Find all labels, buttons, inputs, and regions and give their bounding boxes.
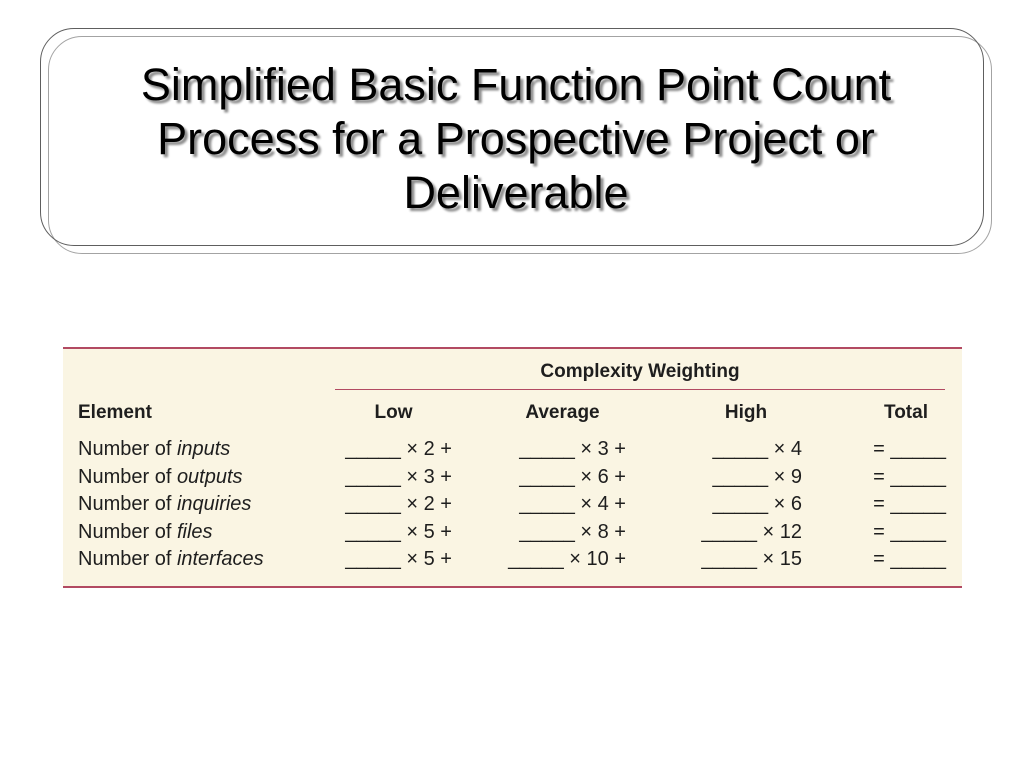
- column-header-high: High: [724, 402, 768, 423]
- table-row: [78, 491, 946, 519]
- cell-average: _____ × 3 +: [519, 438, 626, 460]
- row-label-prefix: Number of: [78, 438, 172, 460]
- table-row: [78, 464, 946, 492]
- row-label: [78, 436, 335, 464]
- title-line-2: Process for a Prospective Project or: [157, 113, 875, 164]
- cell-high: _____ × 9: [712, 465, 802, 488]
- table-row: [78, 519, 946, 547]
- row-label: [78, 464, 335, 492]
- cell-average: _____ × 6 +: [519, 465, 626, 488]
- row-label-item: outputs: [176, 465, 243, 488]
- table-row: [78, 436, 946, 464]
- cell-low: _____ × 5 +: [345, 548, 452, 570]
- column-header-element: Element: [78, 402, 152, 423]
- cell-low: _____ × 2 +: [345, 438, 452, 460]
- row-label: [78, 519, 335, 547]
- cell-total: = _____: [873, 520, 946, 543]
- row-label-prefix: Number of: [78, 520, 172, 543]
- row-label-item: files: [176, 520, 213, 543]
- row-label-item: inquiries: [176, 493, 252, 515]
- cell-high: _____ × 12: [701, 520, 802, 543]
- cell-average: _____ × 10 +: [508, 548, 626, 570]
- complexity-weighting-rule: [335, 389, 945, 390]
- cell-average: _____ × 8 +: [519, 520, 626, 543]
- title-line-1: Simplified Basic Function Point Count: [140, 59, 892, 110]
- cell-high: _____ × 15: [701, 548, 802, 570]
- cell-low: _____ × 3 +: [345, 465, 452, 488]
- slide-title: [48, 58, 984, 220]
- row-label-prefix: Number of: [78, 548, 172, 570]
- row-label-prefix: Number of: [78, 465, 172, 488]
- cell-high: _____ × 6: [712, 493, 802, 515]
- row-label: [78, 491, 335, 519]
- column-header-total: Total: [884, 402, 928, 423]
- cell-low: _____ × 2 +: [345, 493, 452, 515]
- column-header-low: Low: [374, 402, 413, 423]
- row-label-item: interfaces: [176, 548, 264, 570]
- cell-total: = _____: [873, 548, 946, 570]
- cell-high: _____ × 4: [712, 438, 802, 460]
- complexity-weighting-header: Complexity Weighting: [540, 361, 740, 382]
- row-label: [78, 546, 335, 574]
- cell-average: _____ × 4 +: [519, 493, 626, 515]
- cell-total: = _____: [873, 438, 946, 460]
- title-line-3: Deliverable: [403, 167, 629, 218]
- row-label-item: inputs: [176, 438, 231, 460]
- cell-low: _____ × 5 +: [345, 520, 452, 543]
- row-label-prefix: Number of: [78, 493, 172, 515]
- table-row: [78, 546, 946, 574]
- cell-total: = _____: [873, 465, 946, 488]
- function-point-table: [63, 347, 962, 588]
- cell-total: = _____: [873, 493, 946, 515]
- table-header-row: [78, 402, 946, 424]
- table-body: [78, 436, 946, 574]
- column-header-average: Average: [525, 402, 600, 423]
